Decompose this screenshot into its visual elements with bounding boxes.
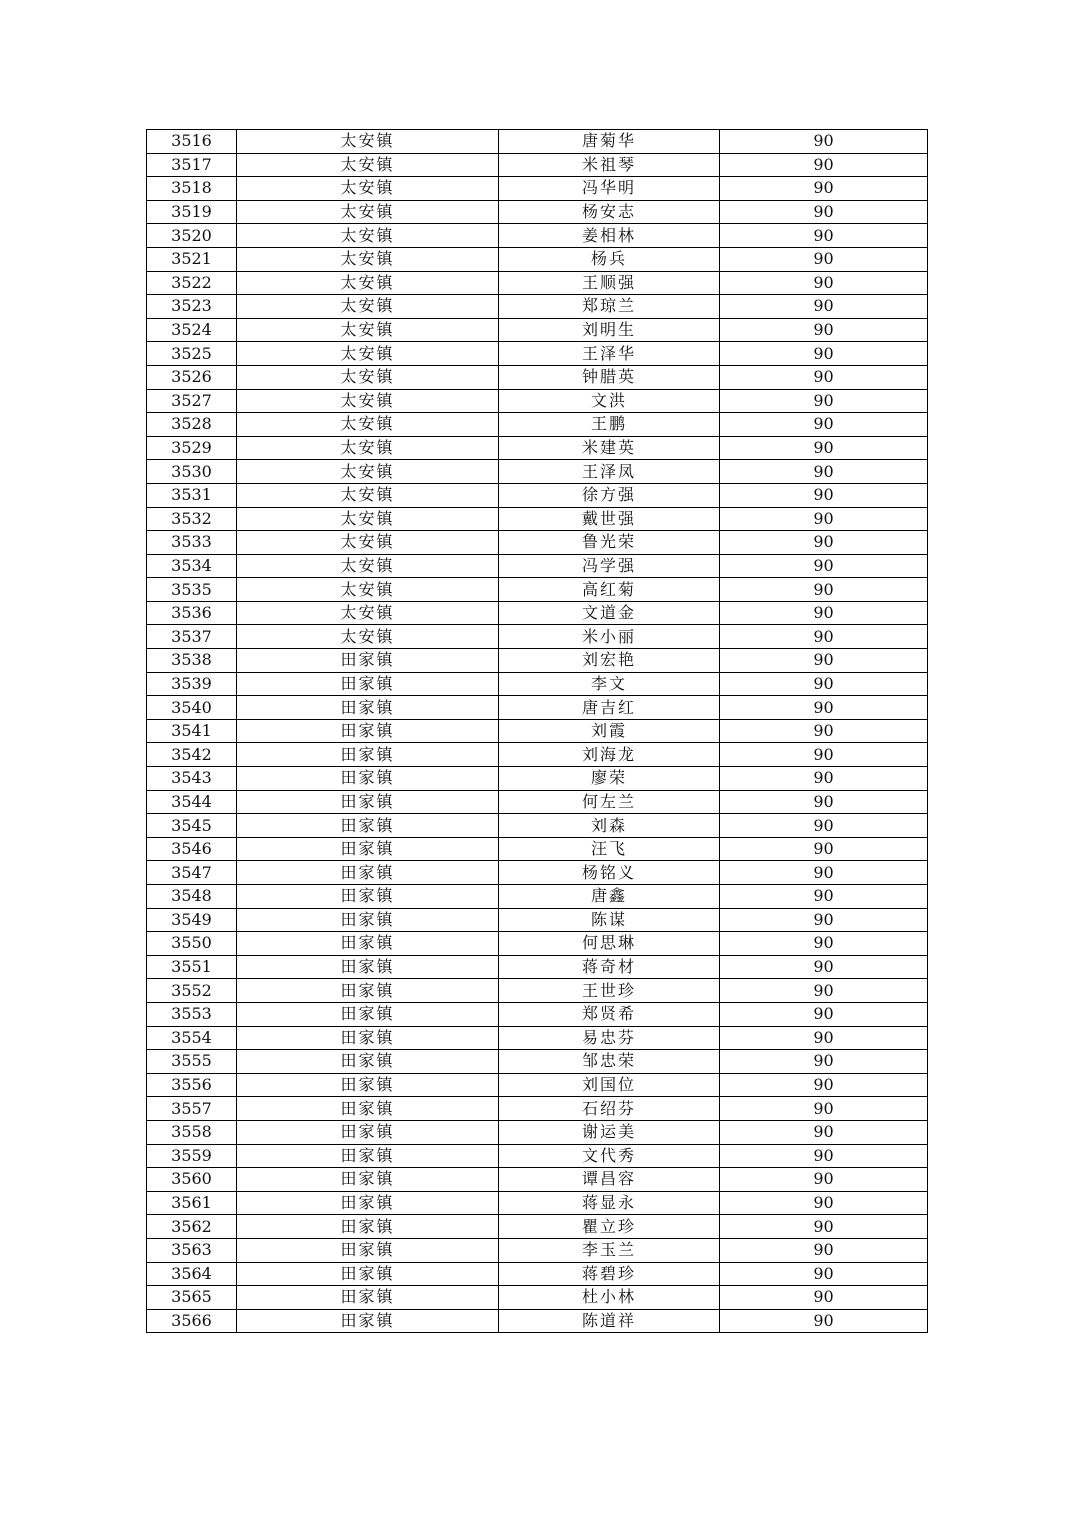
table-row xyxy=(147,861,928,885)
town-cell: 田家镇 xyxy=(237,1238,499,1262)
serial-number-cell: 3541 xyxy=(147,719,237,743)
serial-number-cell: 3521 xyxy=(147,247,237,271)
serial-number-cell: 3560 xyxy=(147,1168,237,1192)
score-cell: 90 xyxy=(720,460,928,484)
table-row xyxy=(147,389,928,413)
name-cell: 米建英 xyxy=(499,436,720,460)
name-cell: 王顺强 xyxy=(499,271,720,295)
town-cell: 田家镇 xyxy=(237,932,499,956)
town-cell: 田家镇 xyxy=(237,1168,499,1192)
table-row xyxy=(147,1050,928,1074)
score-cell: 90 xyxy=(720,932,928,956)
table-row xyxy=(147,342,928,366)
table-row xyxy=(147,318,928,342)
name-cell: 杨铭义 xyxy=(499,861,720,885)
score-cell: 90 xyxy=(720,814,928,838)
name-cell: 易忠芬 xyxy=(499,1026,720,1050)
serial-number-cell: 3564 xyxy=(147,1262,237,1286)
town-cell: 太安镇 xyxy=(237,365,499,389)
score-cell: 90 xyxy=(720,342,928,366)
town-cell: 田家镇 xyxy=(237,1002,499,1026)
table-row xyxy=(147,507,928,531)
table-row xyxy=(147,177,928,201)
serial-number-cell: 3542 xyxy=(147,743,237,767)
name-cell: 石绍芬 xyxy=(499,1097,720,1121)
serial-number-cell: 3530 xyxy=(147,460,237,484)
name-cell: 杨兵 xyxy=(499,247,720,271)
name-cell: 李文 xyxy=(499,672,720,696)
score-cell: 90 xyxy=(720,1262,928,1286)
table-row xyxy=(147,554,928,578)
score-cell: 90 xyxy=(720,389,928,413)
serial-number-cell: 3546 xyxy=(147,837,237,861)
name-cell: 蒋显永 xyxy=(499,1191,720,1215)
name-cell: 唐吉红 xyxy=(499,696,720,720)
score-cell: 90 xyxy=(720,177,928,201)
serial-number-cell: 3559 xyxy=(147,1144,237,1168)
town-cell: 田家镇 xyxy=(237,649,499,673)
name-cell: 陈道祥 xyxy=(499,1309,720,1333)
town-cell: 田家镇 xyxy=(237,979,499,1003)
table-row xyxy=(147,200,928,224)
town-cell: 田家镇 xyxy=(237,790,499,814)
name-cell: 米小丽 xyxy=(499,625,720,649)
table-row xyxy=(147,625,928,649)
score-cell: 90 xyxy=(720,130,928,154)
town-cell: 太安镇 xyxy=(237,483,499,507)
name-cell: 何思琳 xyxy=(499,932,720,956)
name-cell: 廖荣 xyxy=(499,767,720,791)
town-cell: 太安镇 xyxy=(237,436,499,460)
town-cell: 太安镇 xyxy=(237,153,499,177)
serial-number-cell: 3525 xyxy=(147,342,237,366)
table-row xyxy=(147,1262,928,1286)
serial-number-cell: 3535 xyxy=(147,578,237,602)
town-cell: 田家镇 xyxy=(237,672,499,696)
score-cell: 90 xyxy=(720,672,928,696)
name-cell: 刘宏艳 xyxy=(499,649,720,673)
name-cell: 冯学强 xyxy=(499,554,720,578)
serial-number-cell: 3531 xyxy=(147,483,237,507)
town-cell: 田家镇 xyxy=(237,837,499,861)
score-cell: 90 xyxy=(720,295,928,319)
name-cell: 邹忠荣 xyxy=(499,1050,720,1074)
score-cell: 90 xyxy=(720,578,928,602)
table-row xyxy=(147,1144,928,1168)
name-cell: 谢运美 xyxy=(499,1120,720,1144)
table-row xyxy=(147,1026,928,1050)
name-cell: 王世珍 xyxy=(499,979,720,1003)
name-cell: 文洪 xyxy=(499,389,720,413)
name-cell: 王鹏 xyxy=(499,413,720,437)
table-row xyxy=(147,295,928,319)
town-cell: 太安镇 xyxy=(237,531,499,555)
score-cell: 90 xyxy=(720,649,928,673)
table-row xyxy=(147,790,928,814)
serial-number-cell: 3539 xyxy=(147,672,237,696)
town-cell: 太安镇 xyxy=(237,224,499,248)
serial-number-cell: 3548 xyxy=(147,885,237,909)
name-cell: 高红菊 xyxy=(499,578,720,602)
score-cell: 90 xyxy=(720,1002,928,1026)
town-cell: 田家镇 xyxy=(237,885,499,909)
name-cell: 唐鑫 xyxy=(499,885,720,909)
score-cell: 90 xyxy=(720,200,928,224)
table-row xyxy=(147,979,928,1003)
name-cell: 冯华明 xyxy=(499,177,720,201)
table-row xyxy=(147,483,928,507)
serial-number-cell: 3527 xyxy=(147,389,237,413)
score-cell: 90 xyxy=(720,1026,928,1050)
town-cell: 太安镇 xyxy=(237,601,499,625)
table-row xyxy=(147,1238,928,1262)
score-cell: 90 xyxy=(720,837,928,861)
town-cell: 田家镇 xyxy=(237,1286,499,1310)
serial-number-cell: 3555 xyxy=(147,1050,237,1074)
serial-number-cell: 3529 xyxy=(147,436,237,460)
score-cell: 90 xyxy=(720,955,928,979)
score-cell: 90 xyxy=(720,1286,928,1310)
score-cell: 90 xyxy=(720,1073,928,1097)
town-cell: 太安镇 xyxy=(237,130,499,154)
serial-number-cell: 3545 xyxy=(147,814,237,838)
serial-number-cell: 3523 xyxy=(147,295,237,319)
score-cell: 90 xyxy=(720,531,928,555)
score-cell: 90 xyxy=(720,767,928,791)
town-cell: 太安镇 xyxy=(237,295,499,319)
serial-number-cell: 3528 xyxy=(147,413,237,437)
score-cell: 90 xyxy=(720,743,928,767)
table-row xyxy=(147,955,928,979)
name-cell: 刘海龙 xyxy=(499,743,720,767)
table-row xyxy=(147,1073,928,1097)
town-cell: 田家镇 xyxy=(237,1073,499,1097)
name-cell: 郑琼兰 xyxy=(499,295,720,319)
serial-number-cell: 3557 xyxy=(147,1097,237,1121)
serial-number-cell: 3543 xyxy=(147,767,237,791)
name-cell: 王泽凤 xyxy=(499,460,720,484)
serial-number-cell: 3554 xyxy=(147,1026,237,1050)
name-cell: 瞿立珍 xyxy=(499,1215,720,1239)
serial-number-cell: 3566 xyxy=(147,1309,237,1333)
table-row xyxy=(147,130,928,154)
table-row xyxy=(147,1215,928,1239)
name-cell: 王泽华 xyxy=(499,342,720,366)
name-cell: 杜小林 xyxy=(499,1286,720,1310)
table-row xyxy=(147,672,928,696)
name-cell: 鲁光荣 xyxy=(499,531,720,555)
town-cell: 太安镇 xyxy=(237,177,499,201)
town-cell: 太安镇 xyxy=(237,413,499,437)
serial-number-cell: 3551 xyxy=(147,955,237,979)
table-row xyxy=(147,1309,928,1333)
table-row xyxy=(147,1120,928,1144)
name-cell: 文道金 xyxy=(499,601,720,625)
town-cell: 太安镇 xyxy=(237,389,499,413)
serial-number-cell: 3537 xyxy=(147,625,237,649)
score-cell: 90 xyxy=(720,554,928,578)
name-cell: 汪飞 xyxy=(499,837,720,861)
town-cell: 太安镇 xyxy=(237,247,499,271)
town-cell: 太安镇 xyxy=(237,271,499,295)
table-row xyxy=(147,460,928,484)
score-cell: 90 xyxy=(720,1168,928,1192)
score-cell: 90 xyxy=(720,885,928,909)
name-cell: 李玉兰 xyxy=(499,1238,720,1262)
score-cell: 90 xyxy=(720,790,928,814)
town-cell: 田家镇 xyxy=(237,1120,499,1144)
town-cell: 田家镇 xyxy=(237,1262,499,1286)
name-cell: 刘明生 xyxy=(499,318,720,342)
table-row xyxy=(147,696,928,720)
serial-number-cell: 3516 xyxy=(147,130,237,154)
serial-number-cell: 3552 xyxy=(147,979,237,1003)
serial-number-cell: 3533 xyxy=(147,531,237,555)
serial-number-cell: 3532 xyxy=(147,507,237,531)
town-cell: 田家镇 xyxy=(237,767,499,791)
serial-number-cell: 3526 xyxy=(147,365,237,389)
score-cell: 90 xyxy=(720,1144,928,1168)
name-cell: 郑贤希 xyxy=(499,1002,720,1026)
serial-number-cell: 3520 xyxy=(147,224,237,248)
town-cell: 太安镇 xyxy=(237,318,499,342)
name-cell: 蒋碧珍 xyxy=(499,1262,720,1286)
table-row xyxy=(147,153,928,177)
table-row xyxy=(147,814,928,838)
serial-number-cell: 3547 xyxy=(147,861,237,885)
score-cell: 90 xyxy=(720,1191,928,1215)
town-cell: 田家镇 xyxy=(237,1309,499,1333)
name-cell: 谭昌容 xyxy=(499,1168,720,1192)
score-cell: 90 xyxy=(720,365,928,389)
table-row xyxy=(147,365,928,389)
town-cell: 田家镇 xyxy=(237,1215,499,1239)
serial-number-cell: 3558 xyxy=(147,1120,237,1144)
score-cell: 90 xyxy=(720,601,928,625)
name-cell: 米祖琴 xyxy=(499,153,720,177)
score-cell: 90 xyxy=(720,625,928,649)
name-cell: 姜相林 xyxy=(499,224,720,248)
table-row xyxy=(147,531,928,555)
score-cell: 90 xyxy=(720,1120,928,1144)
table-row xyxy=(147,413,928,437)
town-cell: 太安镇 xyxy=(237,554,499,578)
town-cell: 田家镇 xyxy=(237,1050,499,1074)
name-cell: 刘国位 xyxy=(499,1073,720,1097)
table-row xyxy=(147,247,928,271)
name-cell: 钟腊英 xyxy=(499,365,720,389)
town-cell: 田家镇 xyxy=(237,1097,499,1121)
name-cell: 徐方强 xyxy=(499,483,720,507)
table-row xyxy=(147,1191,928,1215)
table-row xyxy=(147,601,928,625)
serial-number-cell: 3565 xyxy=(147,1286,237,1310)
serial-number-cell: 3561 xyxy=(147,1191,237,1215)
score-cell: 90 xyxy=(720,696,928,720)
table-row xyxy=(147,743,928,767)
score-cell: 90 xyxy=(720,507,928,531)
town-cell: 太安镇 xyxy=(237,200,499,224)
serial-number-cell: 3522 xyxy=(147,271,237,295)
serial-number-cell: 3519 xyxy=(147,200,237,224)
table-row xyxy=(147,649,928,673)
score-cell: 90 xyxy=(720,436,928,460)
score-cell: 90 xyxy=(720,979,928,1003)
name-cell: 杨安志 xyxy=(499,200,720,224)
score-cell: 90 xyxy=(720,224,928,248)
score-cell: 90 xyxy=(720,1050,928,1074)
score-cell: 90 xyxy=(720,413,928,437)
table-row xyxy=(147,932,928,956)
name-cell: 何左兰 xyxy=(499,790,720,814)
table-row xyxy=(147,1097,928,1121)
serial-number-cell: 3536 xyxy=(147,601,237,625)
score-cell: 90 xyxy=(720,318,928,342)
table-row xyxy=(147,767,928,791)
table-row xyxy=(147,578,928,602)
score-cell: 90 xyxy=(720,483,928,507)
town-cell: 太安镇 xyxy=(237,625,499,649)
table-row xyxy=(147,1002,928,1026)
serial-number-cell: 3534 xyxy=(147,554,237,578)
score-cell: 90 xyxy=(720,247,928,271)
score-cell: 90 xyxy=(720,719,928,743)
table-row xyxy=(147,271,928,295)
score-cell: 90 xyxy=(720,908,928,932)
serial-number-cell: 3550 xyxy=(147,932,237,956)
town-cell: 田家镇 xyxy=(237,955,499,979)
town-cell: 太安镇 xyxy=(237,578,499,602)
records-table xyxy=(146,129,928,1333)
serial-number-cell: 3553 xyxy=(147,1002,237,1026)
town-cell: 田家镇 xyxy=(237,908,499,932)
town-cell: 田家镇 xyxy=(237,861,499,885)
table-row xyxy=(147,1168,928,1192)
score-cell: 90 xyxy=(720,1309,928,1333)
name-cell: 刘森 xyxy=(499,814,720,838)
name-cell: 蒋奇材 xyxy=(499,955,720,979)
serial-number-cell: 3538 xyxy=(147,649,237,673)
serial-number-cell: 3544 xyxy=(147,790,237,814)
serial-number-cell: 3556 xyxy=(147,1073,237,1097)
name-cell: 陈谋 xyxy=(499,908,720,932)
table-row xyxy=(147,719,928,743)
town-cell: 太安镇 xyxy=(237,342,499,366)
name-cell: 文代秀 xyxy=(499,1144,720,1168)
town-cell: 田家镇 xyxy=(237,696,499,720)
score-cell: 90 xyxy=(720,861,928,885)
table-row xyxy=(147,837,928,861)
serial-number-cell: 3540 xyxy=(147,696,237,720)
serial-number-cell: 3549 xyxy=(147,908,237,932)
serial-number-cell: 3524 xyxy=(147,318,237,342)
records-table-body xyxy=(147,130,928,1333)
town-cell: 田家镇 xyxy=(237,814,499,838)
score-cell: 90 xyxy=(720,153,928,177)
table-row xyxy=(147,1286,928,1310)
table-row xyxy=(147,908,928,932)
serial-number-cell: 3563 xyxy=(147,1238,237,1262)
name-cell: 戴世强 xyxy=(499,507,720,531)
score-cell: 90 xyxy=(720,1097,928,1121)
town-cell: 田家镇 xyxy=(237,743,499,767)
town-cell: 田家镇 xyxy=(237,1191,499,1215)
town-cell: 田家镇 xyxy=(237,719,499,743)
town-cell: 太安镇 xyxy=(237,460,499,484)
table-row xyxy=(147,436,928,460)
town-cell: 太安镇 xyxy=(237,507,499,531)
town-cell: 田家镇 xyxy=(237,1026,499,1050)
name-cell: 唐菊华 xyxy=(499,130,720,154)
name-cell: 刘霞 xyxy=(499,719,720,743)
town-cell: 田家镇 xyxy=(237,1144,499,1168)
score-cell: 90 xyxy=(720,1215,928,1239)
serial-number-cell: 3517 xyxy=(147,153,237,177)
score-cell: 90 xyxy=(720,271,928,295)
table-row xyxy=(147,224,928,248)
serial-number-cell: 3562 xyxy=(147,1215,237,1239)
table-row xyxy=(147,885,928,909)
serial-number-cell: 3518 xyxy=(147,177,237,201)
score-cell: 90 xyxy=(720,1238,928,1262)
